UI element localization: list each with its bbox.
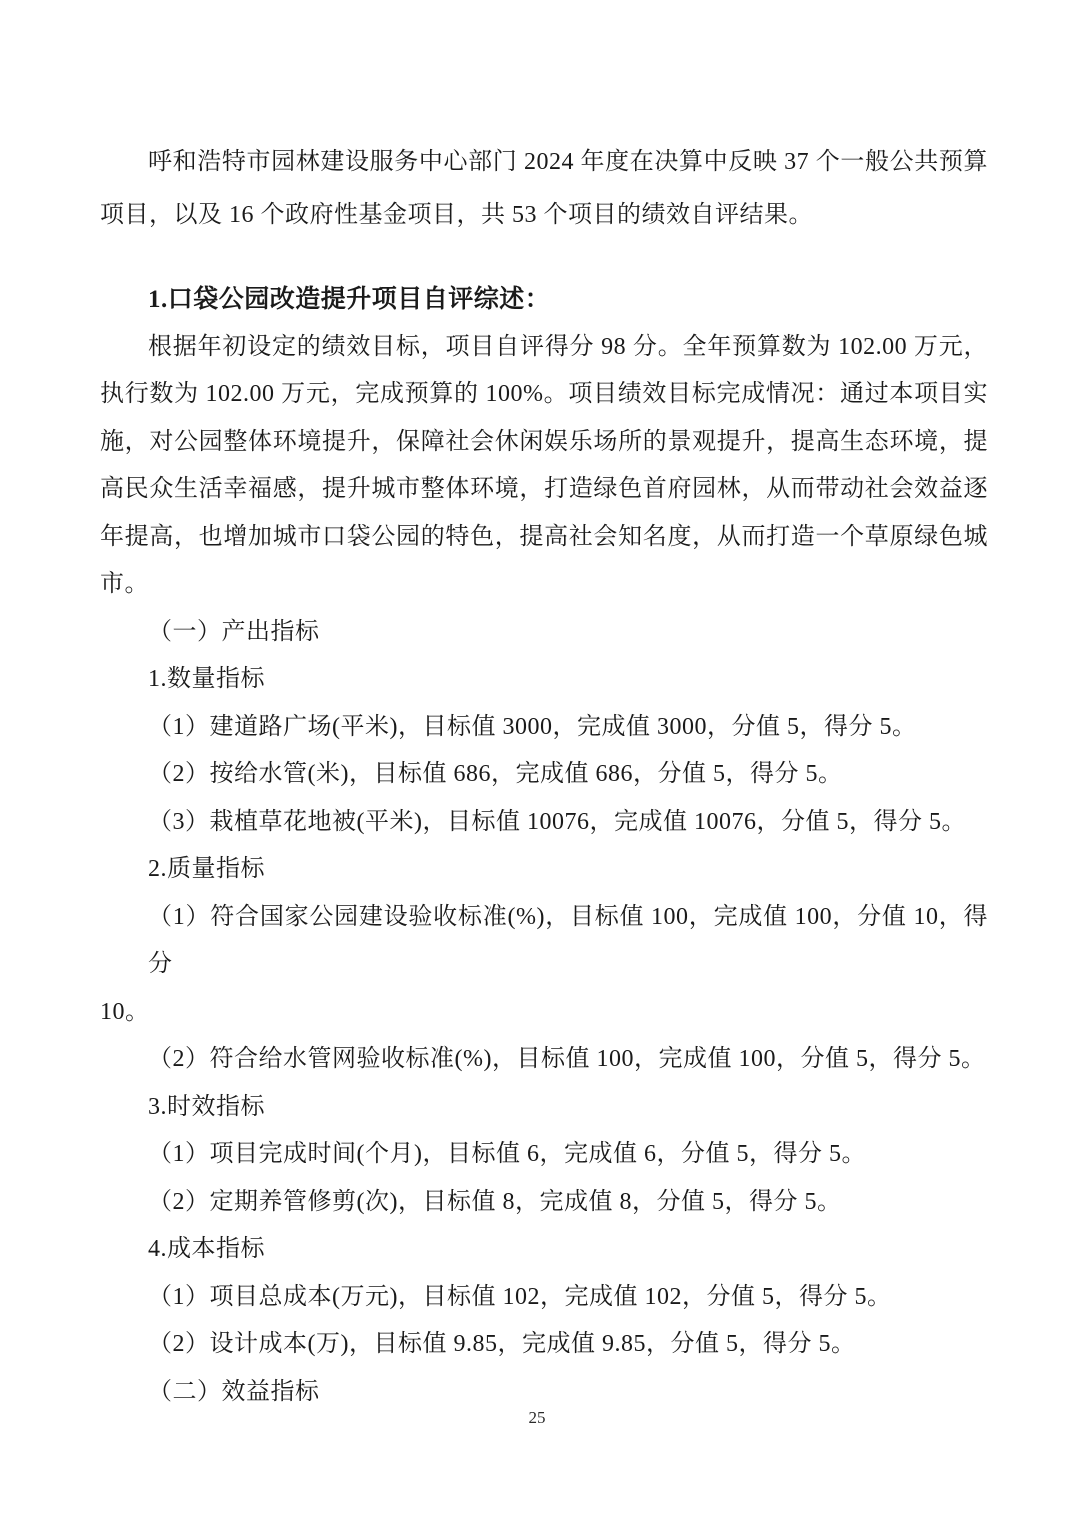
text-line: 项目，以及 16 个政府性基金项目，共 53 个项目的绩效自评结果。 [100,202,813,228]
text-line: （1）建道路广场(平米)，目标值 3000，完成值 3000，分值 5，得分 5。 [148,713,917,740]
self-evaluation-summary-paragraph [100,324,988,609]
text-line: 高民众生活幸福感，提升城市整体环境，打造绿色首府园林，从而带动社会效益逐 [100,476,988,502]
quantity-indicators-subsection [100,656,988,704]
timeliness-indicator-2 [100,1179,988,1227]
text-line: （1）符合国家公园建设验收标准(%)，目标值 100，完成值 100，分值 10，得分 [148,903,988,977]
text-line: （1）项目完成时间(个月)，目标值 6，完成值 6，分值 5，得分 5。 [148,1141,866,1167]
cost-indicator-1 [100,1274,988,1322]
text-line: （2）符合给水管网验收标准(%)，目标值 100，完成值 100，分值 5，得分 5。 [148,1046,986,1072]
text-line: （二）效益指标 [148,1378,320,1405]
heading-line: 1.口袋公园改造提升项目自评综述： [148,286,551,313]
intro-paragraph [100,136,988,242]
document-body [100,136,988,1416]
text-line: 2.质量指标 [148,856,265,882]
timeliness-indicator-1 [100,1131,988,1179]
text-line: 10。 [100,998,150,1025]
quantity-indicator-2 [100,751,988,799]
text-line: 4.成本指标 [148,1236,265,1262]
text-line: （2）设计成本(万)，目标值 9.85，完成值 9.85，分值 5，得分 5。 [148,1331,856,1357]
text-line: 市。 [100,571,149,597]
cost-indicator-2 [100,1321,988,1369]
text-line: （2）定期养管修剪(次)，目标值 8，完成值 8，分值 5，得分 5。 [148,1188,842,1215]
text-line: （1）项目总成本(万元)，目标值 102，完成值 102，分值 5，得分 5。 [148,1283,892,1310]
text-line: （3）栽植草花地被(平米)，目标值 10076，完成值 10076，分值 5，得分 5。 [148,808,966,835]
quality-indicator-1 [100,894,988,1037]
text-line: 3.时效指标 [148,1093,265,1120]
text-line: 根据年初设定的绩效目标，项目自评得分 98 分。全年预算数为 102.00 万元， [148,333,988,360]
quantity-indicator-3 [100,799,988,847]
output-indicators-section [100,609,988,657]
cost-indicators-subsection [100,1226,988,1274]
page-number: 25 [528,1408,546,1427]
text-line: 呼和浩特市园林建设服务中心部门 2024 年度在决算中反映 37 个一般公共预算 [148,149,988,175]
text-line: （一）产出指标 [148,618,320,645]
text-line: 施，对公园整体环境提升，保障社会休闲娱乐场所的景观提升，提高生态环境，提 [100,428,988,455]
text-line: 年提高，也增加城市口袋公园的特色，提高社会知名度，从而打造一个草原绿色城 [100,523,988,550]
quality-indicators-subsection [100,846,988,894]
text-line: 执行数为 102.00 万元，完成预算的 100%。项目绩效目标完成情况：通过本项目实 [100,381,988,407]
page-footer [0,1406,1074,1430]
text-line: （2）按给水管(米)，目标值 686，完成值 686，分值 5，得分 5。 [148,761,843,787]
text-line: 1.数量指标 [148,666,265,692]
pocket-park-heading [100,276,988,324]
quality-indicator-2 [100,1036,988,1084]
quantity-indicator-1 [100,704,988,752]
timeliness-indicators-subsection [100,1084,988,1132]
